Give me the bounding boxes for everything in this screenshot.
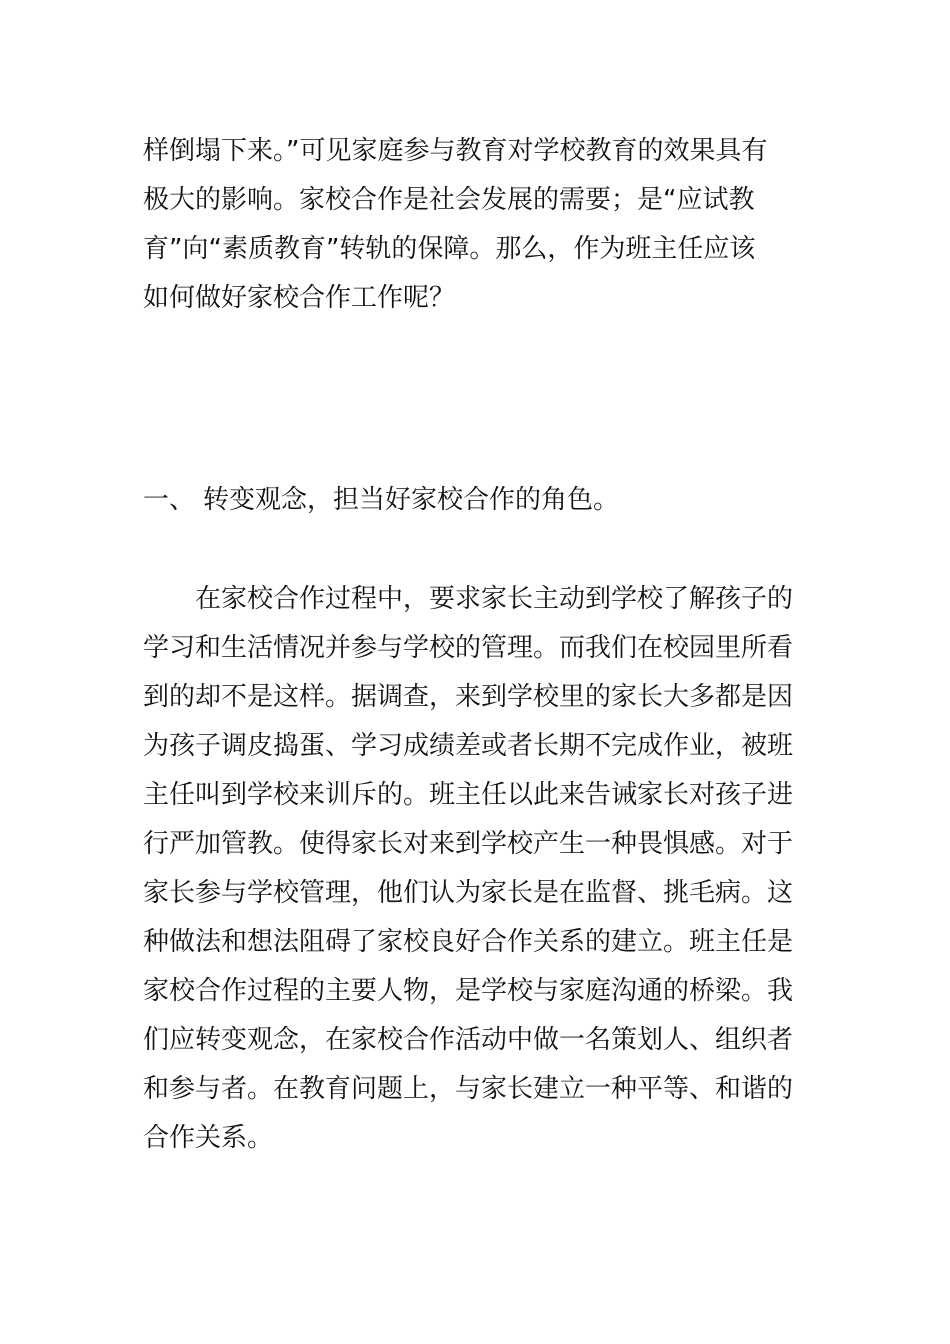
paragraph-line: 如何做好家校合作工作呢？ [143,283,456,313]
paragraph-line: 和参与者。在教育问题上，与家长建立一种平等、和谐的 [143,1074,794,1104]
paragraph-line: 行严加管教。使得家长对来到学校产生一种畏惧感。对于 [143,829,794,859]
paragraph-line: 到的却不是这样。据调查，来到学校里的家长大多都是因 [143,682,794,712]
section-number: 一、 [143,485,196,515]
section-heading [143,476,619,525]
paragraph-line: 为孩子调皮捣蛋、学习成绩差或者长期不完成作业，被班 [143,731,794,761]
paragraph-line: 主任叫到学校来训斥的。班主任以此来告诫家长对孩子进 [143,780,794,810]
paragraph-line: 在家校合作过程中，要求家长主动到学校了解孩子的 [195,584,794,614]
paragraph-line: 合作关系。 [143,1123,274,1153]
section-title: 转变观念，担当好家校合作的角色。 [203,485,620,515]
paragraph-line: 家校合作过程的主要人物，是学校与家庭沟通的桥梁。我 [143,976,794,1006]
paragraph-line: 样倒塌下来。”可见家庭参与教育对学校教育的效果具有 [143,136,768,166]
paragraph-line: 学习和生活情况并参与学校的管理。而我们在校园里所看 [143,633,794,663]
paragraph-line: 家长参与学校管理，他们认为家长是在监督、挑毛病。这 [143,878,794,908]
paragraph-line: 种做法和想法阻碍了家校良好合作关系的建立。班主任是 [143,927,794,957]
paragraph-line: 们应转变观念，在家校合作活动中做一名策划人、组织者 [143,1025,794,1055]
paragraph-line: 极大的影响。家校合作是社会发展的需要；是“应试教 [143,185,755,215]
paragraph-line: 育”向“素质教育”转轨的保障。那么，作为班主任应该 [143,234,756,264]
